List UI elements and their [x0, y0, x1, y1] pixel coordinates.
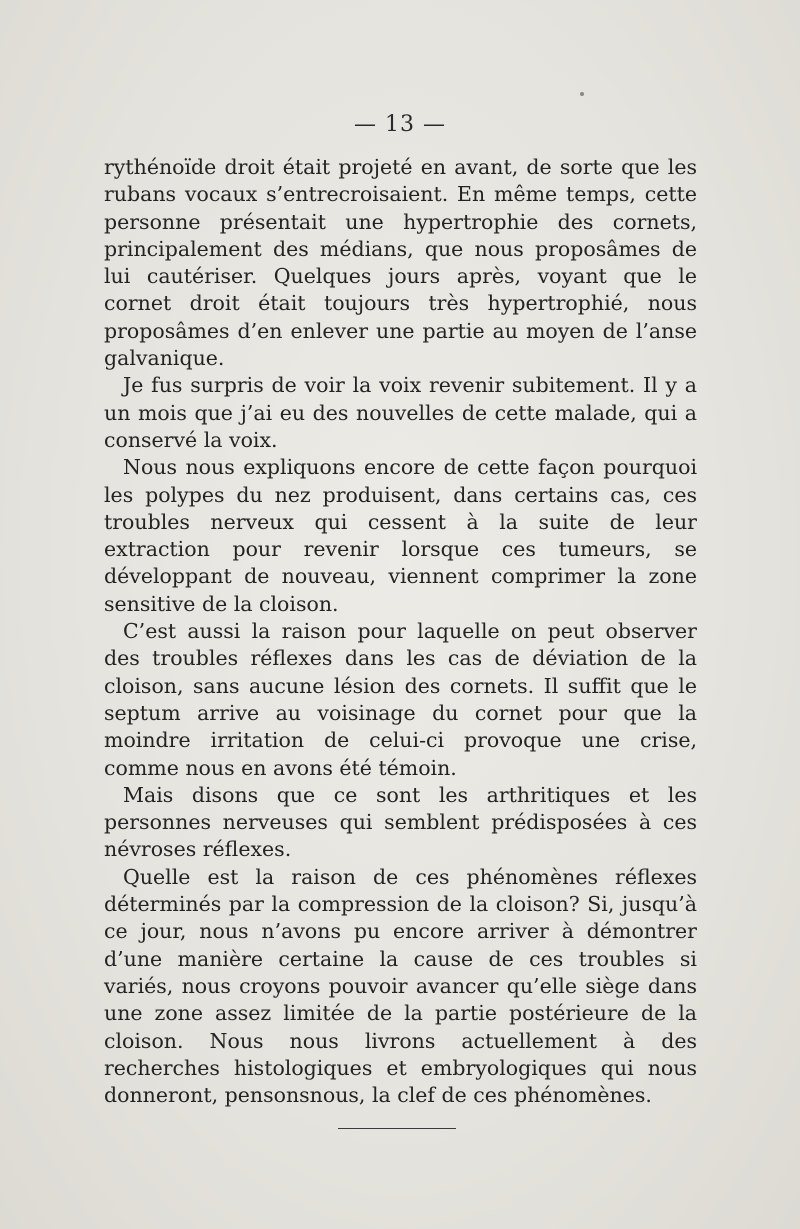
paragraph-6: Quelle est la raison de ces phénomènes réflexes déterminés par la compression de la cloison? Si, jusqu’à ce jour, nous n’avons pu encore arriver à démontrer d’une manière certaine la cause de ces troubles si variés, nous croyons pouvoir avancer qu’elle siège dans une zone assez limitée de la partie postérieure de la cloison. Nous nous livrons actuellement à des recherches histologiques et embryologiques qui nous donneront, pensonsnous, la clef de ces phénomènes.: [104, 864, 697, 1108]
end-rule: [338, 1128, 456, 1129]
paragraph-3: Nous nous expliquons encore de cette façon pourquoi les polypes du nez produisent, dans certains cas, ces troubles nerveux qui cessent à la suite de leur extraction pour revenir lorsque ces tumeurs, se développant de nouveau, viennent comprimer la zone sensitive de la cloison.: [104, 455, 697, 616]
paragraph-1: rythénoïde droit était projeté en avant, de sorte que les rubans vocaux s’entrecroisaient. En même temps, cette personne présentait une hypertrophie des cornets, principalement des médians, que nous proposâmes de lui cautériser. Quelques jours après, voyant que le cornet droit était toujours très hypertrophié, nous proposâmes d’en enlever une partie au moyen de l’anse galvanique.: [104, 155, 697, 371]
body-text: [104, 154, 697, 1109]
paragraph-2: Je fus surpris de voir la voix revenir subitement. Il y a un mois que j’ai eu des nouvelles de cette malade, qui a conservé la voix.: [104, 373, 697, 452]
page-number: — 13 —: [354, 112, 446, 137]
paragraph-4: C’est aussi la raison pour laquelle on peut observer des troubles réflexes dans les cas de déviation de la cloison, sans aucune lésion des cornets. Il suffit que le septum arrive au voisinage du cornet pour que la moindre irritation de celui-ci provoque une crise, comme nous en avons été témoin.: [104, 619, 697, 780]
paragraph-5: Mais disons que ce sont les arthritiques et les personnes nerveuses qui semblent prédisposées à ces névroses réflexes.: [104, 782, 697, 862]
paper-speck: [580, 92, 584, 96]
